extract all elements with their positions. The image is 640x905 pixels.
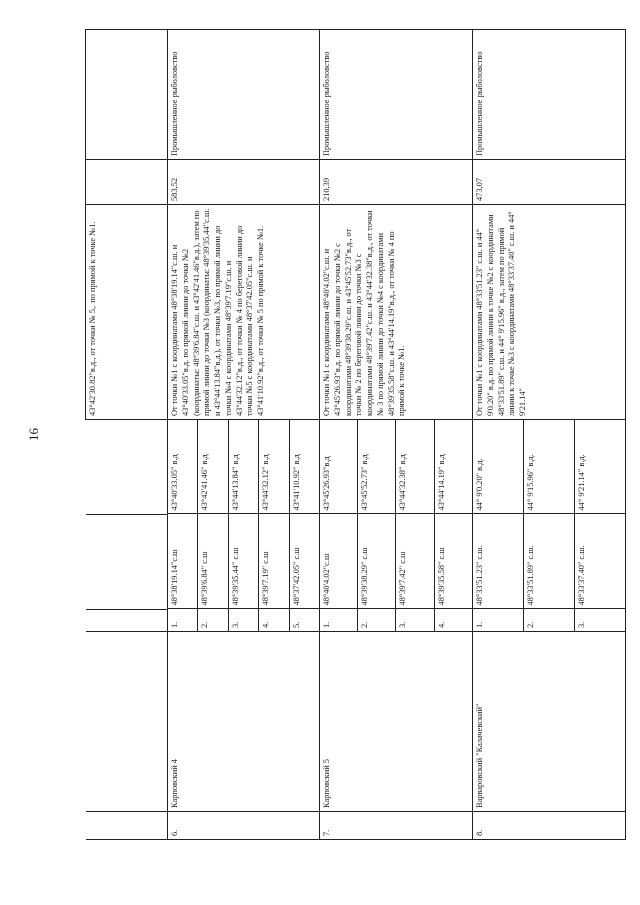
- area-value: 210,39: [320, 160, 473, 205]
- coordinate-row: 4. 48°39'35.58" с.ш 43°44'14.19" в.д: [435, 419, 472, 631]
- boundary-description: От точки №1 с координатами 48°38'19.14"с.ш. и 43°40'33.05"в.д. по прямой линии до точки №2 (координаты: 48°39'6.84"с.ш. и 43°42'41.46"в.д.), затем по прямой линии до точки №3 (координаты: 48°39'35.44"с.ш. и 43°44'13.84"в.д.), от точки №3, по прямой линии до точки №4 с координатами 48°39'7.19"с.ш. и 43°44'32.12"в.д., от точки № 4 по береговой линии до точки №5 с координатами 48°37'42.05"с.ш. и 43°41'10.92"в.д., от точки № 5 по прямой к точке №1.: [168, 205, 320, 420]
- coordinate-row: 2. 48°39'6.84" с.ш 43°42'41.46" в.д: [198, 419, 229, 631]
- area-name: Карповский 5: [320, 632, 473, 812]
- fishing-areas-table: [85, 29, 626, 840]
- table-row: [168, 30, 320, 840]
- description-fragment: 43°42'30.82"в.д., от точки № 5,. по прямой к точке №1.: [86, 205, 168, 420]
- boundary-description: От точки №1 с координатами 48°40'4.02"с.ш. и 43°45'26.93"в.д. по прямой линии до точки №2 с координатами 48°39'38.29"с.ш. и 43°45'52.73"в.д., от точки № 2 по береговой линии до точки №3 с координатами 48°39'7.42"с.ш. и 43°44'32.38"в.д., от точки № 3 по прямой линии до точки №4 с координатами 48°39'35.58"с.ш. и 43°44'14.19"в.д., от точки № 4 по прямой к точке №1.: [320, 205, 473, 420]
- row-number: 7.: [320, 812, 473, 840]
- area-value: 473,07: [473, 160, 626, 205]
- coordinate-row: 3. 48°39'7.42" с.ш 43°44'32.38" в.д: [396, 419, 435, 631]
- coordinate-row: 1. 48°40'4.02"с.ш 43°45'26.93"в.д: [320, 419, 357, 631]
- boundary-description: От точки №1 с координатами 48°33'51.23" с.ш. и 44° 9'0.20" в.д. по прямой линии к точке №2 с координатами 48°33'51.89" с.ш. и 44° 9'15.96" в.д., затем по прямой линии к точке №3 с координатами 48°33'37.40" с.ш. и 44° 9'21.14": [473, 205, 626, 420]
- table-row-continuation: [86, 30, 168, 840]
- row-number: 8.: [473, 812, 626, 840]
- table-row: [473, 30, 626, 840]
- coordinate-row: 4. 48°39'7.19" с.ш 43°44'32.12" в.д: [259, 419, 290, 631]
- coordinates-block: [473, 420, 626, 632]
- coordinate-row: 2. 48°33'51.89" с.ш. 44° 9'15.96" в.д.: [523, 419, 575, 631]
- purpose: Промышленное рыболовство: [168, 30, 320, 160]
- area-name: Варваровский "Калачевский": [473, 632, 626, 812]
- coordinates-block: [168, 420, 320, 632]
- coordinate-row: 1. 48°38'19.14"с.ш 43°40'33.05" в.д: [168, 419, 198, 631]
- coordinate-row: 3. 48°39'35.44" с.ш 43°44'13.84" в.д: [228, 419, 259, 631]
- row-number: 6.: [168, 812, 320, 840]
- coordinates-block: [320, 420, 473, 632]
- rotated-table-sheet: [85, 30, 625, 840]
- table-row: [320, 30, 473, 840]
- coordinate-row: 5. 48°37'42.05" с.ш 43°41'10.92" в.д: [289, 419, 319, 631]
- coordinate-row: 3. 48°33'37.40" с.ш. 44° 9'21.14" в.д.: [575, 419, 625, 631]
- coordinate-row: 2. 48°39'38.29" с.ш 43°45'52.73" в.д: [357, 419, 396, 631]
- area-name: Карповский 4: [168, 632, 320, 812]
- coordinate-row: 1. 48°33'51.23" с.ш. 44° 9'0.20" в.д.: [473, 419, 523, 631]
- purpose: Промышленное рыболовство: [320, 30, 473, 160]
- page-number: 16: [26, 428, 41, 441]
- area-value: 583,52: [168, 160, 320, 205]
- purpose: Промышленное рыболовство: [473, 30, 626, 160]
